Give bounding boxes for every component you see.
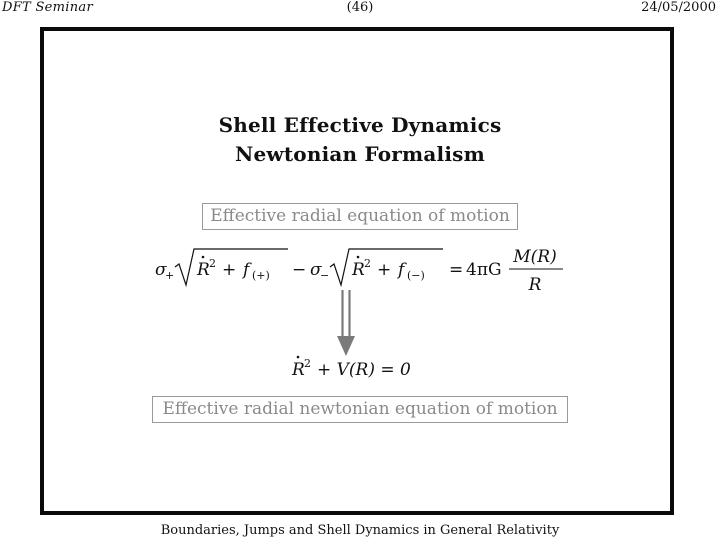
eq1-R-2: R <box>352 260 365 280</box>
page-number: (46) <box>346 0 374 15</box>
eq1-sigma-plus: σ <box>155 260 167 280</box>
eq2-rest: + V(R) = 0 <box>317 360 411 380</box>
eq1-f-1: f <box>243 260 250 280</box>
eq1-minus: − <box>292 260 307 280</box>
eq1-plus-1: + <box>222 260 237 280</box>
eq1-dot-1 <box>202 256 205 259</box>
eq2-R: R <box>292 360 305 380</box>
eq1-R-1: R <box>197 260 210 280</box>
eq1-sq-1: 2 <box>209 257 216 270</box>
footer-talk-title: Boundaries, Jumps and Shell Dynamics in General Relativity <box>160 523 560 538</box>
label-effective-radial-equation: Effective radial equation of motion <box>202 203 518 230</box>
eq1-numerator: M(R) <box>513 247 557 267</box>
eq1-sigma-minus-sub: − <box>320 269 330 282</box>
eq2-sq: 2 <box>304 357 311 370</box>
eq1-plus-2: + <box>377 260 392 280</box>
eq1-f-2: f <box>398 260 405 280</box>
eq1-f-sub-minus: (−) <box>407 269 425 282</box>
eq1-dot-2 <box>357 256 360 259</box>
eq1-equals: = <box>449 260 464 280</box>
label-effective-newtonian-equation: Effective radial newtonian equation of motion <box>152 396 568 423</box>
slide-title-line-1: Shell Effective Dynamics <box>218 113 502 137</box>
header-date: 24/05/2000 <box>641 0 716 15</box>
eq1-sq-2: 2 <box>364 257 371 270</box>
eq1-sigma-minus: σ <box>310 260 322 280</box>
newtonian-equation <box>0 352 720 382</box>
eq1-sigma-plus-sub: + <box>165 269 175 282</box>
implies-down-arrow <box>329 290 363 360</box>
eq2-dot <box>297 356 300 359</box>
eq1-f-sub-plus: (+) <box>252 269 270 282</box>
eq1-denominator: R <box>528 275 542 295</box>
header-series-title: DFT Seminar <box>2 0 93 15</box>
eq1-rhs-factor: 4πG <box>466 260 502 280</box>
slide-title-line-2: Newtonian Formalism <box>235 142 485 166</box>
